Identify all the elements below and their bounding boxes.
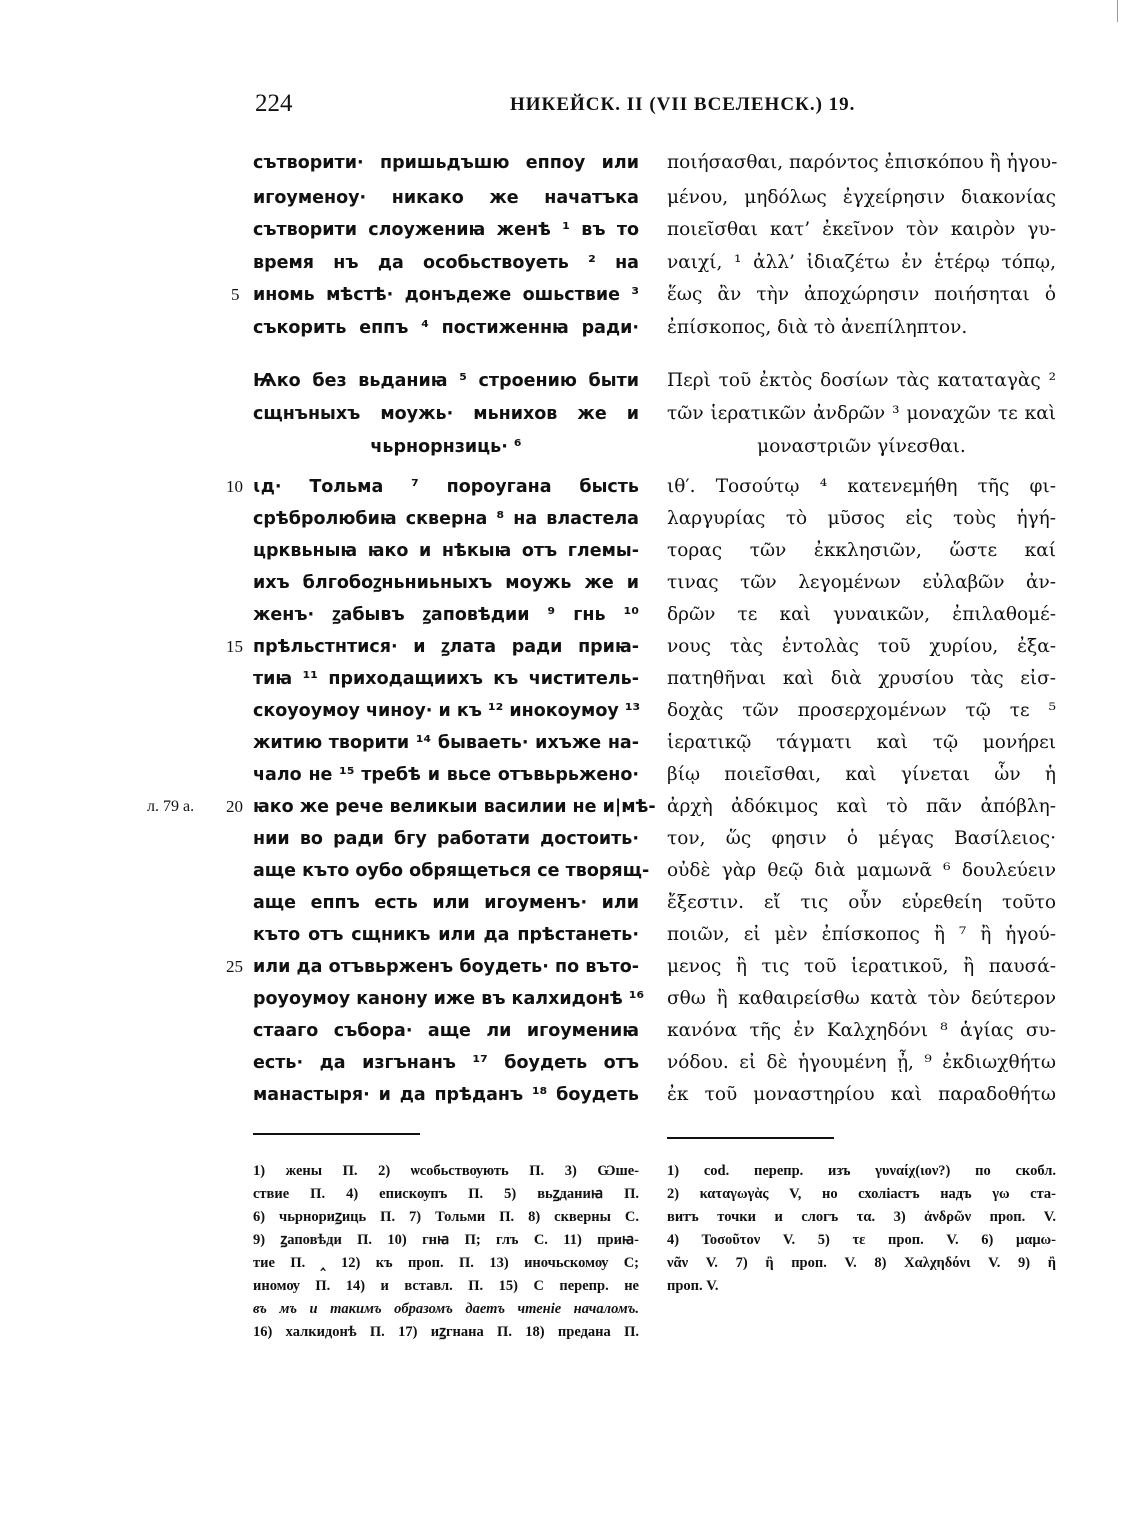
slavonic-line: или да отъвьрженъ боудеть· по въто- [253, 957, 639, 977]
footnote-left-line: въ мъ и такимъ образомъ даетъ чтеніе началомъ. [253, 1301, 639, 1317]
slavonic-line: житию творити ¹⁴ бываеть· ихъже на- [253, 733, 639, 753]
slavonic-line: женъ· ꙁабывъ ꙁаповѣдии ⁹ гнь ¹⁰ [253, 605, 639, 625]
slavonic-line: срѣбролюбиꙗ скверна ⁸ на властела [253, 509, 639, 529]
slavonic-heading-line: сщнъныхъ моужь· мьнихов же и [253, 404, 639, 424]
greek-line: μενος ἢ τις τοῦ ἱερατικοῦ, ἢ παυσά- [667, 956, 1056, 977]
line-number: 25 [226, 957, 243, 976]
footnote-left-line: 9) ꙁаповѣди П. 10) гнꙗ П; глъ С. 11) приꙗ- [253, 1232, 639, 1248]
greek-column [667, 0, 1056, 1200]
greek-line: ἀρχὴ ἀδόκιμος καὶ τὸ πᾶν ἀπόβλη- [667, 796, 1056, 817]
footnote-rule-left [253, 1133, 420, 1135]
greek-line: τον, ὥς φησιν ὁ μέγας Βασίλειος· [667, 828, 1056, 849]
line-number: 15 [226, 637, 243, 656]
line-number: 10 [226, 477, 243, 496]
greek-line: ἔξεστιν. εἴ τις οὖν εὑρεθείη τοῦτο [667, 892, 1056, 913]
slavonic-line: роуоумоу канону иже въ калхидонѣ ¹⁶ [253, 989, 645, 1009]
footnote-left-line: ствие П. 4) епискѹпъ П. 5) вьꙁданиꙗ П. [253, 1186, 639, 1202]
slavonic-line: чало не ¹⁵ требѣ и вьсе отъвьрьжено· [253, 765, 639, 785]
slavonic-line: аще къто оубо обрящеться се творящ- [253, 861, 650, 881]
greek-line: κανόνα τῆς ἐν Καλχηδόνι ⁸ ἁγίας συ- [667, 1020, 1056, 1041]
greek-line: οὐδὲ γὰρ θεῷ διὰ μαμωνᾶ ⁶ δουλεύειν [667, 860, 1056, 881]
footnote-left-line: 1) жены П. 2) ѡсобьствѹють П. 3) Ѡше- [253, 1163, 639, 1179]
footnote-right-line: 2) καταγωγὰς V, но схоліастъ надъ γω ста- [667, 1186, 1056, 1202]
footnote-left-line: иномѹ П. 14) и вставл. П. 15) С перепр. не [253, 1278, 639, 1294]
slavonic-line: прѣльстнтися· и ꙁлата ради приꙗ- [253, 637, 639, 657]
greek-heading-line: Περὶ τοῦ ἐκτὸς δοσίων τὰς καταταγὰς ² [667, 370, 1056, 391]
greek-line: ιθ′. Τοσούτῳ ⁴ κατενεμήθη τῆς φι- [667, 476, 1056, 497]
greek-line: ἐπίσκοπος, διὰ τὸ ἀνεπίληπτον. [667, 317, 968, 338]
footnote-right-line: 4) Τοσοῦτον V. 5) τε проп. V. 6) μαμω- [667, 1232, 1056, 1248]
slavonic-line: стааго събора· аще ли игоумениꙗ [253, 1021, 639, 1041]
greek-line: ἕως ἂν τὴν ἀποχώρησιν ποιήσηται ὁ [667, 284, 1056, 305]
slavonic-line: къто отъ сщникъ или да прѣстанеть· [253, 925, 639, 945]
slavonic-line: съкорить еппъ ⁴ постиженнꙗ ради· [253, 318, 639, 338]
slavonic-heading-line: Ѩко без вьданиꙗ ⁵ строению быти [253, 371, 639, 391]
page-number: 224 [255, 90, 293, 117]
greek-line: δοχὰς τῶν προσερχομένων τῷ τε ⁵ [667, 700, 1056, 721]
slavonic-line: скоуоумоу чиноу· и къ ¹² инокоумоу ¹³ [253, 701, 641, 721]
greek-line: λαργυρίας τὸ μῦσος εἰς τοὺς ἡγή- [667, 508, 1056, 529]
footnote-left-line: 16) халкидонѣ П. 17) иꙁгнана П. 18) предана П. [253, 1324, 639, 1340]
slavonic-line: тиꙗ ¹¹ приходащиихъ къ чиститель- [253, 669, 639, 689]
slavonic-line: время нъ да особьствоуеть ² на [253, 253, 639, 273]
greek-line: τορας τῶν ἐκκλησιῶν, ὥστε καί [667, 540, 1056, 561]
greek-line: μένου, μηδόλως ἐγχείρησιν διακονίας [667, 187, 1056, 208]
slavonic-column [253, 0, 656, 1200]
greek-line: σθω ἢ καθαιρείσθω κατὰ τὸν δεύτερον [667, 988, 1056, 1009]
footnote-right-line: νᾶν V. 7) ἢ проп. V. 8) Χαλχηδόνι V. 9) ἢ [667, 1255, 1056, 1271]
slavonic-line: аще еппъ есть или игоуменъ· или [253, 893, 639, 913]
slavonic-line: црквьныꙗ ꙗко и нѣкыꙗ отъ глемы- [253, 541, 639, 561]
slavonic-line: сътворити· пришьдъшю еппоу или [253, 153, 639, 173]
slavonic-line: ихъ блгобоꙁньниьныхъ моужь же и [253, 573, 639, 593]
slavonic-line: игоуменоу· никако же начатъка [253, 188, 639, 208]
footnote-right-line: витъ точки и слогъ τα. 3) ἀνδρῶν проп. V. [667, 1209, 1056, 1225]
line-number: 5 [231, 285, 240, 304]
greek-line: ἱερατικῷ τάγματι καὶ τῷ μονήρει [667, 732, 1056, 753]
line-number: 20 [226, 797, 243, 816]
greek-line: ποιήσασθαι, παρόντος ἐπισκόπου ἢ ἡγου- [667, 152, 1058, 173]
slavonic-line: есть· да изгънанъ ¹⁷ боудеть отъ [253, 1053, 639, 1073]
greek-line: νους τὰς ἐντολὰς τοῦ χυρίου, ἐξα- [667, 636, 1056, 657]
footnote-left-line: тие П. ‸ 12) къ проп. П. 13) иночьскомѹ С; [253, 1255, 639, 1271]
slavonic-line: ꙇд· Тольма ⁷ пороугана бысть [253, 477, 639, 497]
greek-heading-line: τῶν ἱερατικῶν ἀνδρῶν ³ μοναχῶν τε καὶ [667, 403, 1056, 424]
slavonic-heading-line: чьрнорнзиць· ⁶ [370, 437, 522, 457]
footnote-right-line: проп. V. [667, 1278, 719, 1294]
greek-line: ποιῶν, εἰ μὲν ἐπίσκοπος ἢ ⁷ ἢ ἡγού- [667, 924, 1056, 945]
greek-line: ναιχί, ¹ ἀλλ’ ἰδιαζέτω ἐν ἑτέρῳ τόπῳ, [667, 252, 1056, 273]
folio-marker: л. 79 а. [147, 798, 195, 815]
greek-line: πατηθῆναι καὶ διὰ χρυσίου τὰς εἰσ- [667, 668, 1056, 689]
greek-heading-line: μοναστριῶν γίνεσθαι. [757, 436, 966, 457]
slavonic-line: сътворити слоужениꙗ женѣ ¹ въ то [253, 220, 639, 240]
slavonic-line: иномь мѣстѣ· донъдеже ошьствие ³ [253, 285, 639, 305]
scan-edge-mark [1117, 0, 1118, 22]
slavonic-line: манастыря· и да прѣданъ ¹⁸ боудеть [253, 1085, 639, 1105]
slavonic-line: нии во ради бгу работати достоить· [253, 829, 639, 849]
greek-line: δρῶν τε καὶ γυναικῶν, ἐπιλαθομέ- [667, 604, 1056, 625]
footnote-right-line: 1) cod. перепр. изъ γυναίχ(ιον?) по скобл. [667, 1163, 1056, 1179]
slavonic-line: ꙗко же рече великыи василии не и|мѣ- [253, 797, 656, 817]
footnote-rule-right [667, 1137, 834, 1139]
greek-line: βίῳ ποιεῖσθαι, καὶ γίνεται ὧν ἡ [667, 764, 1056, 785]
greek-line: ποιεῖσθαι κατ’ ἐκεῖνον τὸν καιρὸν γυ- [667, 219, 1056, 240]
running-title: НИКЕЙСК. II (VII ВСЕЛЕНСК.) 19. [510, 94, 856, 115]
greek-line: τινας τῶν λεγομένων εὐλαβῶν ἀν- [667, 572, 1056, 593]
greek-line: νόδου. εἰ δὲ ἡγουμένη ᾖ, ⁹ ἐκδιωχθήτω [667, 1052, 1056, 1073]
greek-line: ἐκ τοῦ μοναστηρίου καὶ παραδοθήτω [667, 1084, 1056, 1105]
footnote-left-line: 6) чьрнориꙁиць П. 7) Тольми П. 8) скверны С. [253, 1209, 639, 1225]
